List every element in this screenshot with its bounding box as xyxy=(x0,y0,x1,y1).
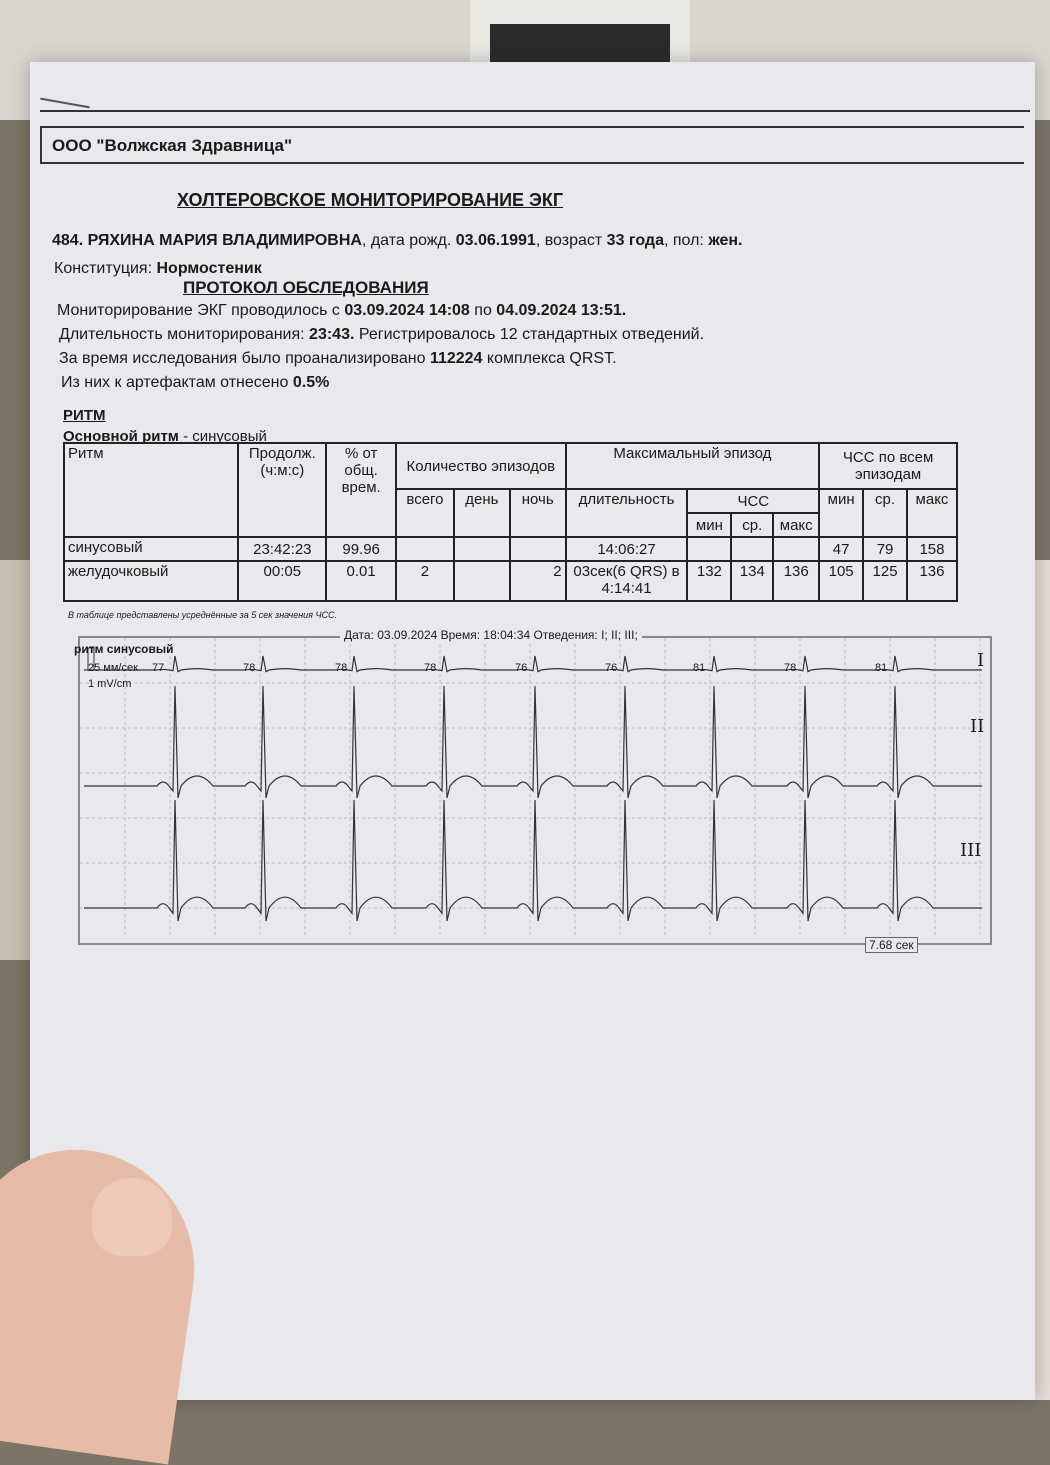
organization-name: ООО "Волжская Здравница" xyxy=(52,136,293,155)
hr-label: 76 xyxy=(515,662,528,674)
constitution-label: Конституция: xyxy=(54,260,153,277)
cell-duration: 23:42:23 xyxy=(238,537,326,561)
dur-suffix: Регистрировалось 12 стандартных отведений. xyxy=(358,326,705,343)
hr-label: 78 xyxy=(424,662,437,674)
header-total: всего xyxy=(396,489,454,537)
cell-hr-max xyxy=(773,537,819,561)
cell-all-max: 158 xyxy=(907,537,957,561)
mon-start: 03.09.2024 14:08 xyxy=(344,302,470,319)
header-max-episode: Максимальный эпизод xyxy=(566,443,820,489)
ecg-gain: 1 mV/cm xyxy=(88,678,132,690)
ecg-duration: 7.68 сек xyxy=(865,937,918,953)
hr-label: 78 xyxy=(335,662,348,674)
qrs-suffix: комплекса QRST. xyxy=(486,350,617,367)
table-row xyxy=(64,561,957,601)
cell-day xyxy=(454,537,510,561)
header-rhythm: Ритм xyxy=(64,443,238,537)
rhythm-table xyxy=(63,442,958,602)
header-avg: ср. xyxy=(731,513,773,537)
mon-mid: по xyxy=(474,302,492,319)
hr-label: 77 xyxy=(152,662,165,674)
table-row xyxy=(64,537,957,561)
header-min: мин xyxy=(687,513,731,537)
rhythm-heading: РИТМ xyxy=(63,407,106,424)
art-value: 0.5% xyxy=(292,374,330,391)
lead-label-ii: II xyxy=(970,716,985,737)
cell-all-avg: 79 xyxy=(863,537,907,561)
header-maxv: макс xyxy=(773,513,819,537)
main-rhythm-label: Основной ритм xyxy=(63,428,179,445)
top-rule xyxy=(40,110,1030,112)
patient-age: 33 года xyxy=(606,232,664,249)
cell-hr-max: 136 xyxy=(773,561,819,601)
sex-label: , пол: xyxy=(663,232,704,249)
cell-percent: 99.96 xyxy=(326,537,396,561)
cell-hr-avg xyxy=(731,537,773,561)
header-all-hr: ЧСС по всем эпизодам xyxy=(819,443,957,489)
ecg-rhythm-label: ритм синусовый xyxy=(74,642,174,656)
header-episodes: Количество эпизодов xyxy=(396,443,566,489)
header-night: ночь xyxy=(510,489,566,537)
thumb xyxy=(92,1178,172,1256)
qrs-value: 112224 xyxy=(429,350,483,367)
background-monitor-screen xyxy=(490,24,670,64)
cell-all-min: 105 xyxy=(819,561,863,601)
dur-value: 23:43. xyxy=(309,326,355,343)
header-max2: макс xyxy=(907,489,957,537)
ecg-speed: 25 мм/сек xyxy=(88,662,138,674)
report-page xyxy=(30,62,1035,1400)
protocol-heading: ПРОТОКОЛ ОБСЛЕДОВАНИЯ xyxy=(183,278,429,297)
header-min2: мин xyxy=(819,489,863,537)
mon-end: 04.09.2024 13:51. xyxy=(496,302,627,319)
patient-number: 484. xyxy=(52,232,84,249)
cell-rhythm: желудочковый xyxy=(64,561,238,601)
patient-line xyxy=(52,232,742,250)
table-note: В таблице представлены усреднённые за 5 сек значения ЧСС. xyxy=(68,610,338,620)
lead-label-i: I xyxy=(977,650,985,671)
patient-sex: жен. xyxy=(708,232,743,249)
cell-hr-min xyxy=(687,537,731,561)
constitution-line xyxy=(54,260,262,278)
cell-hr-min: 132 xyxy=(687,561,731,601)
header-percent: % от общ. врем. xyxy=(326,443,396,537)
patient-name: РЯХИНА МАРИЯ ВЛАДИМИРОВНА xyxy=(87,232,362,249)
hr-label: 76 xyxy=(605,662,618,674)
main-rhythm-value: - синусовый xyxy=(183,428,267,445)
dur-prefix: Длительность мониторирования: xyxy=(59,326,305,343)
artifacts xyxy=(61,374,329,392)
cell-percent: 0.01 xyxy=(326,561,396,601)
hr-label: 78 xyxy=(243,662,256,674)
organization-box xyxy=(40,126,1024,164)
cell-hr-avg: 134 xyxy=(731,561,773,601)
report-title: ХОЛТЕРОВСКОЕ МОНИТОРИРОВАНИЕ ЭКГ xyxy=(177,190,564,210)
hr-label: 81 xyxy=(875,662,888,674)
cell-duration: 00:05 xyxy=(238,561,326,601)
header-day: день xyxy=(454,489,510,537)
cell-total xyxy=(396,537,454,561)
header-avg2: ср. xyxy=(863,489,907,537)
cell-night xyxy=(510,537,566,561)
cell-all-max: 136 xyxy=(907,561,957,601)
patient-dob: 03.06.1991 xyxy=(455,232,536,249)
art-prefix: Из них к артефактам отнесено xyxy=(61,374,289,391)
ecg-header: Дата: 03.09.2024 Время: 18:04:34 Отведения: I; II; III; xyxy=(340,628,642,642)
hr-label: 78 xyxy=(784,662,797,674)
cell-total: 2 xyxy=(396,561,454,601)
ecg-strip xyxy=(80,638,986,938)
cell-all-avg: 125 xyxy=(863,561,907,601)
age-label: , возраст xyxy=(535,232,603,249)
constitution-value: Нормостеник xyxy=(156,260,262,277)
ecg-trace-lead-ii xyxy=(84,686,985,798)
header-duration: Продолж. (ч:м:с) xyxy=(238,443,326,537)
dob-label: , дата рожд. xyxy=(361,232,452,249)
cell-rhythm: синусовый xyxy=(64,537,238,561)
header-hr: ЧСС xyxy=(687,489,819,513)
monitoring-duration xyxy=(59,326,704,344)
ink-mark xyxy=(40,98,90,109)
header-length: длительность xyxy=(566,489,688,537)
monitoring-period xyxy=(57,302,626,320)
hr-label: 81 xyxy=(693,662,706,674)
cell-length: 14:06:27 xyxy=(566,537,688,561)
ecg-trace-lead-i xyxy=(84,656,982,672)
cell-night: 2 xyxy=(510,561,566,601)
qrs-count xyxy=(59,350,617,368)
cell-length: 03сек(6 QRS) в 4:14:41 xyxy=(566,561,688,601)
cell-all-min: 47 xyxy=(819,537,863,561)
qrs-prefix: За время исследования было проанализировано xyxy=(59,350,426,367)
lead-label-iii: III xyxy=(960,840,982,861)
mon-prefix: Мониторирование ЭКГ проводилось с xyxy=(57,302,340,319)
cell-day xyxy=(454,561,510,601)
